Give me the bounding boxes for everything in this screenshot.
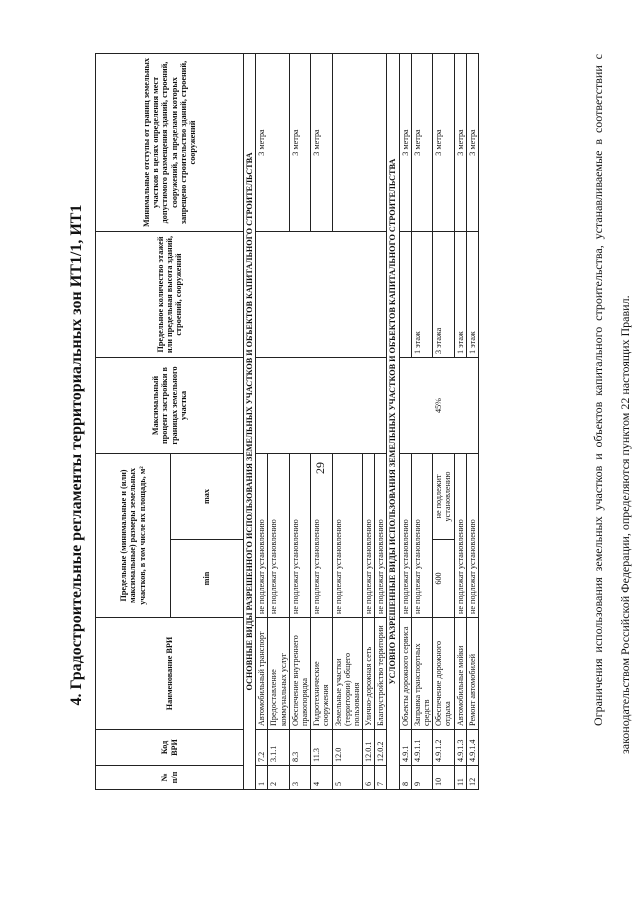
header-setback: Минимальные отступы от границ земельных участков в целях определения мест допустимого размещения зданий, строений, сооружений, за пределами которых запрещено строительство зданий, строений, сооружений bbox=[96, 54, 244, 232]
row-name: Обеспечение дорожного отдыха bbox=[433, 618, 454, 730]
row-code: 4.9.1.3 bbox=[454, 730, 466, 766]
header-max: max bbox=[171, 454, 244, 540]
row-setback: 3 метра bbox=[411, 54, 432, 232]
row-code: 4.9.1.4 bbox=[466, 730, 478, 766]
row-num: 2 bbox=[268, 766, 289, 790]
row-min: 600 bbox=[433, 540, 454, 618]
row-num: 4 bbox=[311, 766, 332, 790]
header-min: min bbox=[171, 540, 244, 618]
row-num: 10 bbox=[433, 766, 454, 790]
row-size: не подлежат установлению bbox=[332, 454, 363, 618]
row-num: 11 bbox=[454, 766, 466, 790]
header-row bbox=[96, 54, 171, 790]
row-code: 12.0.2 bbox=[375, 730, 387, 766]
row-num: 7 bbox=[375, 766, 387, 790]
header-code: Код ВРИ bbox=[96, 730, 244, 766]
row-setback: 3 метра bbox=[256, 54, 290, 232]
row-name: Автомобильные мойки bbox=[454, 618, 466, 730]
row-num: 3 bbox=[289, 766, 310, 790]
page-number: 29 bbox=[313, 462, 327, 474]
row-code: 4.9.1.2 bbox=[433, 730, 454, 766]
row-name: Улично-дорожная сеть bbox=[363, 618, 375, 730]
table-row bbox=[256, 54, 268, 790]
row-num: 1 bbox=[256, 766, 268, 790]
header-name: Наименование ВРИ bbox=[96, 618, 244, 730]
rotated-page-content bbox=[10, 15, 630, 895]
row-num: 6 bbox=[363, 766, 375, 790]
section-row bbox=[244, 54, 256, 790]
row-code: 7.2 bbox=[256, 730, 268, 766]
row-num: 5 bbox=[332, 766, 363, 790]
row-floors bbox=[399, 232, 411, 358]
row-max: не подлежит установлению bbox=[433, 454, 454, 540]
row-setback: 3 метра bbox=[289, 54, 310, 232]
row-name: Гидротехнические сооружения bbox=[311, 618, 332, 730]
row-num: 9 bbox=[411, 766, 432, 790]
row-size: не подлежат установлению bbox=[466, 454, 478, 618]
row-setback: 3 метра bbox=[466, 54, 478, 232]
row-size: не подлежат установлению bbox=[311, 454, 332, 618]
section-title-cell: УСЛОВНО РАЗРЕШЕННЫЕ ВИДЫ ИСПОЛЬЗОВАНИЯ ЗЕМЕЛЬНЫХ УЧАСТКОВ И ОБЪЕКТОВ КАПИТАЛЬНОГО СТРОИТЕЛЬСТВА bbox=[387, 54, 399, 790]
row-setback: 3 метра bbox=[454, 54, 466, 232]
row-name: Благоустройство территории bbox=[375, 618, 387, 730]
row-name: Автомобильный транспорт bbox=[256, 618, 268, 730]
row-name: Заправка транспортных средств bbox=[411, 618, 432, 730]
row-code: 12.0 bbox=[332, 730, 363, 766]
row-name: Ремонт автомобилей bbox=[466, 618, 478, 730]
row-floors: 1 этаж bbox=[466, 232, 478, 358]
row-size: не подлежат установлению bbox=[399, 454, 411, 618]
header-sizes: Предельные (минимальные и (или) максимальные) размеры земельных участков, в том числе их площадь, м² bbox=[96, 454, 171, 618]
header-floors: Предельное количество этажей или предельная высота зданий, строений, сооружений bbox=[96, 232, 244, 358]
row-num: 8 bbox=[399, 766, 411, 790]
row-floors bbox=[256, 232, 387, 358]
row-name: Земельные участки (территории) общего пользования bbox=[332, 618, 363, 730]
row-code: 4.9.1.1 bbox=[411, 730, 432, 766]
footnote-paragraph: Ограничения использования земельных участков и объектов капитального строительства, устанавливаемые в соответствии с законодательством Российской Федерации, определяются пунктом 22 настоящих Правил. bbox=[591, 54, 632, 754]
row-name: Объекты дорожного сервиса bbox=[399, 618, 411, 730]
row-code: 12.0.1 bbox=[363, 730, 375, 766]
header-num: № п/п bbox=[96, 766, 244, 790]
section-row bbox=[387, 54, 399, 790]
row-num: 12 bbox=[466, 766, 478, 790]
row-code: 11.3 bbox=[311, 730, 332, 766]
section-title: 4. Градостроительные регламенты территориальных зон ИТ1/1, ИТ1 bbox=[68, 204, 85, 706]
row-size: не подлежат установлению bbox=[411, 454, 432, 618]
row-floors: 3 этажа bbox=[433, 232, 454, 358]
row-floors: 1 этаж bbox=[411, 232, 432, 358]
row-code: 4.9.1 bbox=[399, 730, 411, 766]
row-percent: 45% bbox=[399, 358, 478, 454]
row-name: Предоставление коммунальных услуг bbox=[268, 618, 289, 730]
row-size: не подлежат установлению bbox=[363, 454, 375, 618]
header-percent: Максимальный процент застройки в границах земельного участка bbox=[96, 358, 244, 454]
row-name: Обеспечение внутреннего правопорядка bbox=[289, 618, 310, 730]
row-setback bbox=[332, 54, 387, 232]
row-size: не подлежат установлению bbox=[454, 454, 466, 618]
regulations-table bbox=[95, 53, 479, 790]
row-setback: 3 метра bbox=[311, 54, 332, 232]
row-percent bbox=[256, 358, 387, 454]
row-setback: 3 метра bbox=[433, 54, 454, 232]
row-size: не подлежат установлению bbox=[268, 454, 289, 618]
row-code: 8.3 bbox=[289, 730, 310, 766]
row-floors: 1 этаж bbox=[454, 232, 466, 358]
row-setback: 3 метра bbox=[399, 54, 411, 232]
row-size: не подлежат установлению bbox=[289, 454, 310, 618]
row-size: не подлежат установлению bbox=[375, 454, 387, 618]
row-code: 3.1.1 bbox=[268, 730, 289, 766]
row-size: не подлежат установлению bbox=[256, 454, 268, 618]
table-row bbox=[399, 54, 411, 790]
section-title-cell: ОСНОВНЫЕ ВИДЫ РАЗРЕШЕННОГО ИСПОЛЬЗОВАНИЯ ЗЕМЕЛЬНЫХ УЧАСТКОВ И ОБЪЕКТОВ КАПИТАЛЬНОГО СТРОИТЕЛЬСТВА bbox=[244, 54, 256, 790]
